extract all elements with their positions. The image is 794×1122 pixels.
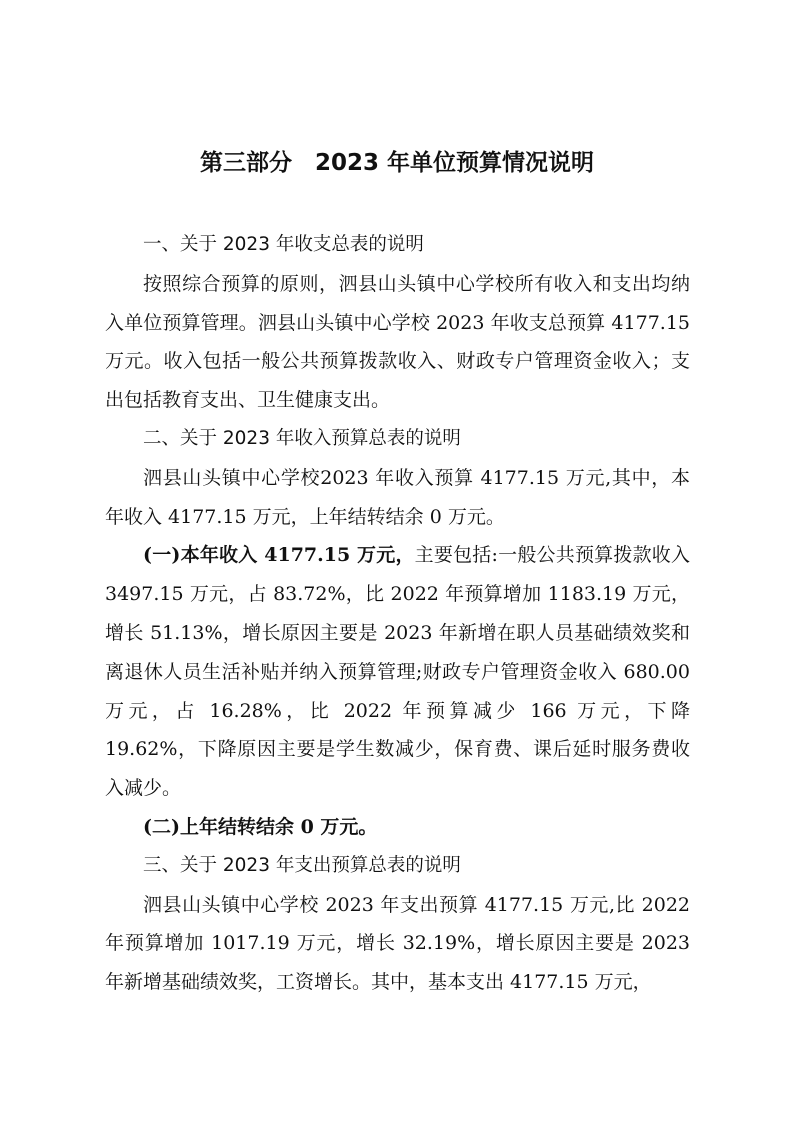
paragraph-4: 泗县山头镇中心学校 2023 年支出预算 4177.15 万元,比 2022 年预算增加 1017.19 万元，增长 32.19%，增长原因主要是 2023 年新增基础绩效奖，工资增长。其中，基本支出 4177.15 万元， [105, 893, 690, 994]
subheading-carryover: (二)上年结转结余 0 万元。 [143, 815, 378, 838]
document-body [105, 226, 690, 1002]
paragraph-1: 按照综合预算的原则，泗县山头镇中心学校所有收入和支出均纳入单位预算管理。泗县山头镇中心学校 2023 年收支总预算 4177.15 万元。收入包括一般公共预算拨款收入、财政专户管理资金收入；支出包括教育支出、卫生健康支出。 [105, 272, 690, 412]
section-heading-1: 一、关于 2023 年收支总表的说明 [143, 234, 424, 255]
paragraph-3-text: 主要包括:一般公共预算拨款收入 3497.15 万元，占 83.72%，比 2022 年预算增加 1183.19 万元，增长 51.13%，增长原因主要是 2023 年新增在职人员基础绩效奖和离退休人员生活补贴并纳入预算管理;财政专户管理资金收入 680.00 万元，占 16.28%，比 2022 年预算减少 166 万元，下降 19.62%，下降原因主要是学生数减少，保育费、课后延时服务费收入减少。 [105, 544, 690, 800]
section-heading-3: 三、关于 2023 年支出预算总表的说明 [143, 854, 461, 876]
paragraph-2: 泗县山头镇中心学校2023 年收入预算 4177.15 万元,其中，本年收入 4177.15 万元，上年结转结余 0 万元。 [105, 466, 690, 528]
page-title: 第三部分 2023 年单位预算情况说明 [199, 150, 595, 176]
paragraph-3 [105, 536, 690, 808]
subheading-current-income: (一)本年收入 4177.15 万元， [143, 544, 415, 567]
section-heading-2: 二、关于 2023 年收入预算总表的说明 [143, 427, 461, 449]
